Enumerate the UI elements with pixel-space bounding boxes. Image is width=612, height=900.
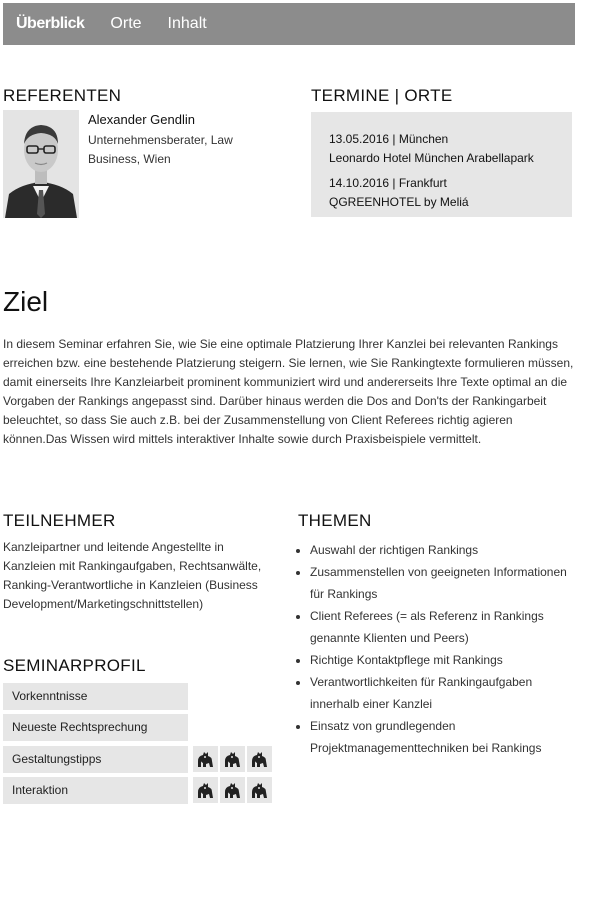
- profile-row-gestaltungstipps: Gestaltungstipps: [3, 746, 188, 773]
- speaker-portrait-image: [3, 110, 79, 218]
- lion-emblem-icon: [193, 777, 218, 803]
- themen-item: • Auswahl der richtigen Rankings: [310, 539, 580, 561]
- nav-tab-ueberblick[interactable]: Überblick: [16, 15, 85, 32]
- teilnehmer-paragraph: Kanzleipartner und leitende Angestellte in Kanzleien mit Rankingaufgaben, Rechtsanwälte, Ranking-Verantwortliche in Kanzleien (Business Development/Marketingschnittstellen): [3, 540, 262, 611]
- themen-item: • Zusammenstellen von geeigneten Informationen für Rankings: [310, 561, 580, 605]
- ziel-paragraph: In diesem Seminar erfahren Sie, wie Sie eine optimale Platzierung Ihrer Kanzlei bei relevanten Rankings erreichen bzw. eine bestehende Platzierung steigern. Sie lernen, wie Sie Rankingtexte formulieren müssen, damit einerseits Ihre Kanzleiarbeit prominent kommuniziert wird und andererseits Ihre Texte optimal an die Vorgaben der Rankings angepasst sind. Darüber hinaus werden die Dos and Don'ts der Rankingarbeit beleuchtet, so dass Sie auch z.B. bei der Zusammenstellung von Client Referees richtig agieren können.Das Wissen wird mittels interaktiver Inhalte sowie durch Praxisbeispiele vermittelt.: [3, 337, 574, 446]
- lion-emblem-icon: [220, 777, 245, 803]
- profile-row-rechtsprechung: Neueste Rechtsprechung: [3, 714, 188, 741]
- themen-list: [296, 539, 580, 759]
- lion-emblem-icon: [193, 746, 218, 772]
- nav-tab-orte[interactable]: Orte: [110, 15, 142, 32]
- lion-emblem-icon: [220, 746, 245, 772]
- nav-tab-inhalt[interactable]: Inhalt: [167, 15, 207, 32]
- teilnehmer-heading: TEILNEHMER: [3, 511, 116, 530]
- dates-box: [311, 112, 572, 217]
- top-nav: [3, 3, 575, 45]
- speaker-role: Unternehmensberater, Law Business, Wien: [88, 133, 233, 166]
- venue-2: QGREENHOTEL by Meliá: [329, 195, 469, 209]
- date-city-1: 13.05.2016 | München: [329, 132, 449, 146]
- lion-emblem-icon: [247, 746, 272, 772]
- themen-heading: THEMEN: [298, 511, 372, 530]
- themen-item: • Richtige Kontaktpflege mit Rankings: [310, 649, 580, 671]
- themen-item: • Client Referees (= als Referenz in Rankings genannte Klienten und Peers): [310, 605, 580, 649]
- referenten-heading: REFERENTEN: [3, 86, 122, 105]
- rating-interaktion: [193, 777, 272, 803]
- termine-heading: TERMINE | ORTE: [311, 86, 453, 105]
- profile-row-interaktion: Interaktion: [3, 777, 188, 804]
- ziel-heading: Ziel: [3, 286, 49, 317]
- profile-row-vorkenntnisse: Vorkenntnisse: [3, 683, 188, 710]
- rating-gestaltungstipps: [193, 746, 272, 772]
- date-city-2: 14.10.2016 | Frankfurt: [329, 176, 447, 190]
- seminarprofil-heading: SEMINARPROFIL: [3, 656, 146, 675]
- lion-emblem-icon: [247, 777, 272, 803]
- speaker-photo: [3, 110, 79, 218]
- venue-1: Leonardo Hotel München Arabellapark: [329, 151, 534, 165]
- themen-item: • Verantwortlichkeiten für Rankingaufgaben innerhalb einer Kanzlei: [310, 671, 580, 715]
- themen-item: • Einsatz von grundlegenden Projektmanagementtechniken bei Rankings: [310, 715, 580, 759]
- speaker-name: Alexander Gendlin: [88, 112, 195, 127]
